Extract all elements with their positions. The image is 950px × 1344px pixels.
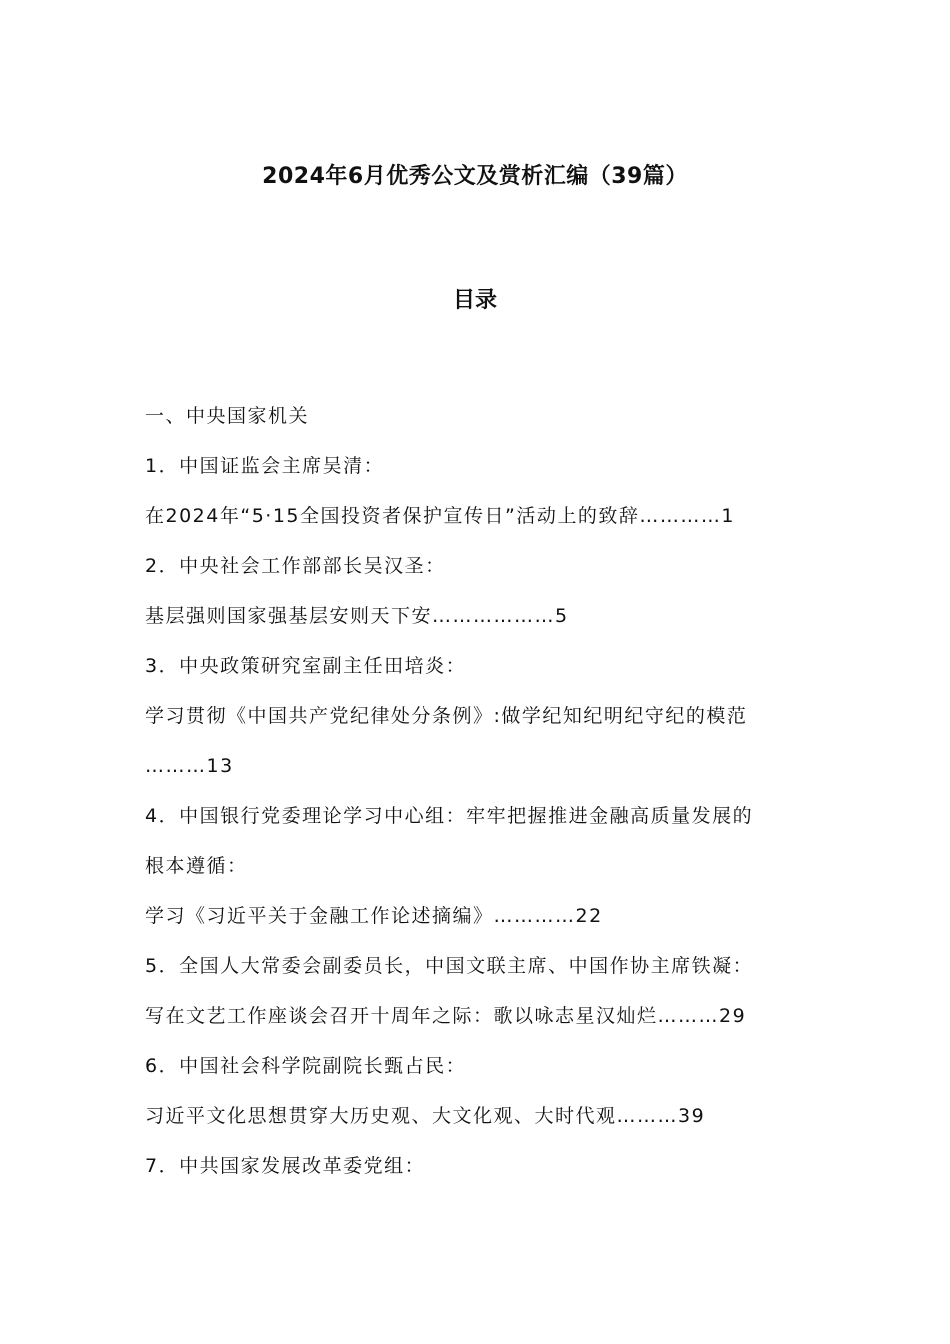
toc-entry-title-continued[interactable]: ………13 (145, 755, 234, 777)
toc-entry-title[interactable]: 学习《习近平关于金融工作论述摘编》…………22 (145, 905, 603, 927)
toc-entry-author: 5．全国人大常委会副委员长，中国文联主席、中国作协主席铁凝： (145, 955, 754, 977)
toc-section-heading: 一、中央国家机关 (145, 405, 310, 427)
toc-entry-title[interactable]: 在2024年“5·15全国投资者保护宣传日”活动上的致辞…………1 (145, 505, 735, 527)
document-title: 2024年6月优秀公文及赏析汇编（39篇） (262, 164, 688, 189)
toc-entry-title[interactable]: 习近平文化思想贯穿大历史观、大文化观、大时代观………39 (145, 1105, 706, 1127)
toc-entry-author-continued: 根本遵循： (145, 855, 248, 877)
toc-entry-author: 7．中共国家发展改革委党组： (145, 1155, 426, 1177)
toc-entry-author: 2．中央社会工作部部长吴汉圣： (145, 555, 446, 577)
toc-entry-title[interactable]: 基层强则国家强基层安则天下安………………5 (145, 605, 569, 627)
toc-entry-author: 6．中国社会科学院副院长甄占民： (145, 1055, 467, 1077)
toc-entry-title[interactable]: 学习贯彻《中国共产党纪律处分条例》:做学纪知纪明纪守纪的模范 (145, 705, 748, 727)
toc-entry-author: 1．中国证监会主席吴清： (145, 455, 385, 477)
toc-heading: 目录 (452, 288, 497, 313)
table-of-contents (145, 400, 815, 1200)
toc-entry-author: 4．中国银行党委理论学习中心组：牢牢把握推进金融高质量发展的 (145, 805, 754, 827)
toc-entry-author: 3．中央政策研究室副主任田培炎： (145, 655, 467, 677)
toc-entry-title[interactable]: 写在文艺工作座谈会召开十周年之际：歌以咏志星汉灿烂………29 (145, 1005, 747, 1027)
